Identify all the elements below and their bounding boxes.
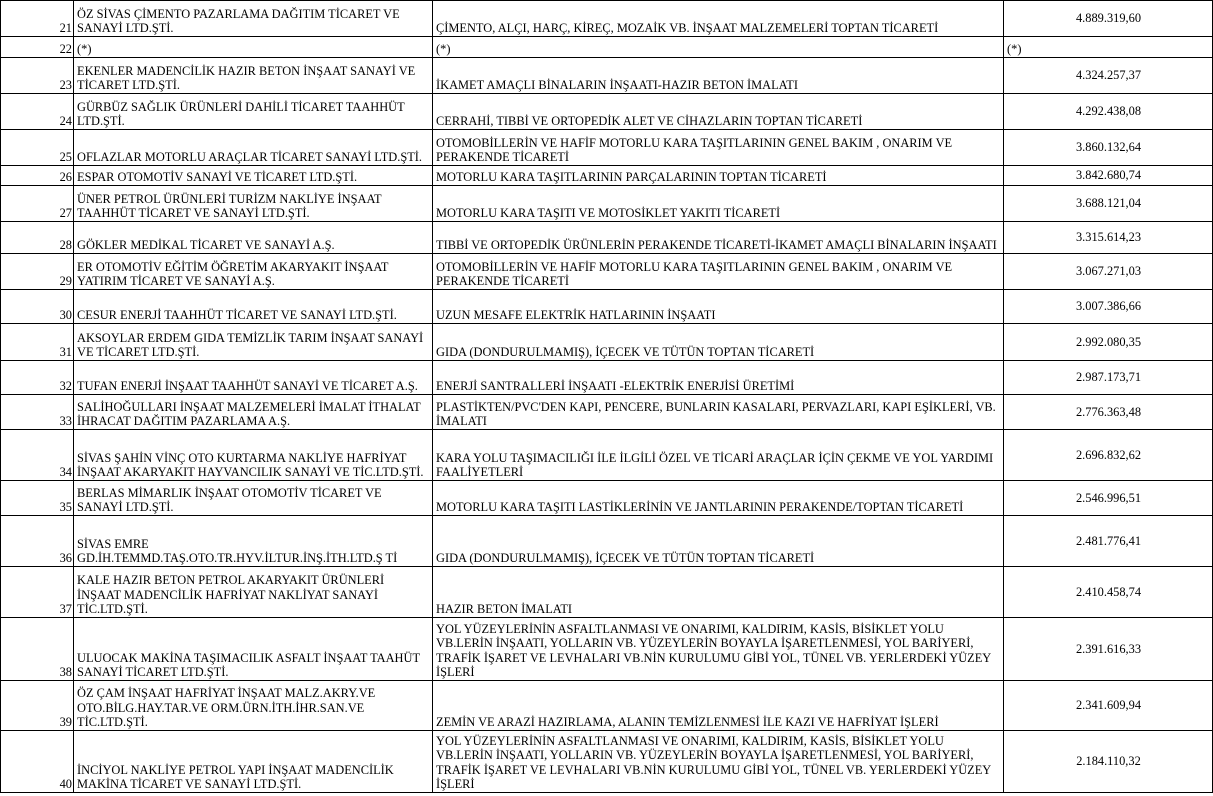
company-name: BERLAS MİMARLIK İNŞAAT OTOMOTİV TİCARET VE SANAYİ LTD.ŞTİ.	[74, 481, 433, 516]
amount: 2.776.363,48	[1004, 395, 1213, 430]
table-row	[1, 516, 1213, 567]
company-name: SİVAS ŞAHİN VİNÇ OTO KURTARMA NAKLİYE HAFRİYAT İNŞAAT AKARYAKIT HAYVANCILIK SANAYİ VE TİC.LTD.ŞTİ.	[74, 430, 433, 481]
amount: 4.324.257,37	[1004, 58, 1213, 94]
company-name: SİVAS EMRE GD.İH.TEMMD.TAŞ.OTO.TR.HYV.İLTUR.İNŞ.İTH.LTD.Ş Tİ	[74, 516, 433, 567]
row-number: 34	[1, 430, 74, 481]
table-row	[1, 290, 1213, 324]
company-name: ÖZ SİVAS ÇİMENTO PAZARLAMA DAĞITIM TİCARET VE SANAYİ LTD.ŞTİ.	[74, 1, 433, 37]
activity: TIBBİ VE ORTOPEDİK ÜRÜNLERİN PERAKENDE TİCARETİ-İKAMET AMAÇLI BİNALARIN İNŞAATI	[433, 222, 1004, 254]
company-name: ULUOCAK MAKİNA TAŞIMACILIK ASFALT İNŞAAT TAAHÜT SANAYİ TİCARET LTD.ŞTİ.	[74, 618, 433, 681]
amount: 3.067.271,03	[1004, 254, 1213, 290]
table-row	[1, 324, 1213, 361]
table-row	[1, 481, 1213, 516]
row-number: 32	[1, 361, 74, 395]
amount: 2.696.832,62	[1004, 430, 1213, 481]
activity: PLASTİKTEN/PVC'DEN KAPI, PENCERE, BUNLARIN KASALARI, PERVAZLARI, KAPI EŞİKLERİ, VB. İMALATI	[433, 395, 1004, 430]
amount: 2.546.996,51	[1004, 481, 1213, 516]
table-body	[1, 1, 1213, 793]
table-row	[1, 166, 1213, 186]
table-row	[1, 1, 1213, 37]
company-name: KALE HAZIR BETON PETROL AKARYAKIT ÜRÜNLERİ İNŞAAT MADENCİLİK HAFRİYAT NAKLİYAT SANAYİ TİC.LTD.ŞTİ.	[74, 567, 433, 618]
company-name: AKSOYLAR ERDEM GIDA TEMİZLİK TARIM İNŞAAT SANAYİ VE TİCARET LTD.ŞTİ.	[74, 324, 433, 361]
activity: OTOMOBİLLERİN VE HAFİF MOTORLU KARA TAŞITLARININ GENEL BAKIM , ONARIM VE PERAKENDE TİCARETİ	[433, 130, 1004, 166]
table-row	[1, 731, 1213, 793]
row-number: 26	[1, 166, 74, 186]
row-number: 21	[1, 1, 74, 37]
table-row	[1, 222, 1213, 254]
row-number: 39	[1, 681, 74, 731]
row-number: 30	[1, 290, 74, 324]
amount: 2.391.616,33	[1004, 618, 1213, 681]
amount: 2.410.458,74	[1004, 567, 1213, 618]
row-number: 35	[1, 481, 74, 516]
activity: GIDA (DONDURULMAMIŞ), İÇECEK VE TÜTÜN TOPTAN TİCARETİ	[433, 516, 1004, 567]
row-number: 27	[1, 186, 74, 222]
amount: 3.842.680,74	[1004, 166, 1213, 186]
amount: 2.184.110,32	[1004, 731, 1213, 793]
row-number: 22	[1, 37, 74, 58]
amount: 2.341.609,94	[1004, 681, 1213, 731]
company-name: TUFAN ENERJİ İNŞAAT TAAHHÜT SANAYİ VE TİCARET A.Ş.	[74, 361, 433, 395]
table-row	[1, 58, 1213, 94]
amount: 3.315.614,23	[1004, 222, 1213, 254]
table-row	[1, 430, 1213, 481]
row-number: 24	[1, 94, 74, 130]
activity: MOTORLU KARA TAŞITI VE MOTOSİKLET YAKITI TİCARETİ	[433, 186, 1004, 222]
row-number: 36	[1, 516, 74, 567]
activity: GIDA (DONDURULMAMIŞ), İÇECEK VE TÜTÜN TOPTAN TİCARETİ	[433, 324, 1004, 361]
row-number: 29	[1, 254, 74, 290]
table-row	[1, 186, 1213, 222]
company-name: (*)	[74, 37, 433, 58]
activity: YOL YÜZEYLERİNİN ASFALTLANMASI VE ONARIMI, KALDIRIM, KASİS, BİSİKLET YOLU VB.LERİN İNŞAATI, YOLLARIN VB. YÜZEYLERİN BOYAYLA İŞARETLENMESİ, YOL BARİYERİ, TRAFİK İŞARET VE LEVHALARI VB.NİN KURULUMU GİBİ YOL, TÜNEL VB. YERLERDEKİ YÜZEY İŞLERİ	[433, 618, 1004, 681]
amount: 2.992.080,35	[1004, 324, 1213, 361]
company-name: SALİHOĞULLARI İNŞAAT MALZEMELERİ İMALAT İTHALAT İHRACAT DAĞITIM PAZARLAMA A.Ş.	[74, 395, 433, 430]
activity: MOTORLU KARA TAŞITLARININ PARÇALARININ TOPTAN TİCARETİ	[433, 166, 1004, 186]
company-name: ER OTOMOTİV EĞİTİM ÖĞRETİM AKARYAKIT İNŞAAT YATIRIM TİCARET VE SANAYİ A.Ş.	[74, 254, 433, 290]
amount: 2.987.173,71	[1004, 361, 1213, 395]
table-row	[1, 395, 1213, 430]
row-number: 37	[1, 567, 74, 618]
company-name: CESUR ENERJİ TAAHHÜT TİCARET VE SANAYİ LTD.ŞTİ.	[74, 290, 433, 324]
row-number: 40	[1, 731, 74, 793]
company-name: ÜNER PETROL ÜRÜNLERİ TURİZM NAKLİYE İNŞAAT TAAHHÜT TİCARET VE SANAYİ LTD.ŞTİ.	[74, 186, 433, 222]
table-row	[1, 361, 1213, 395]
row-number: 31	[1, 324, 74, 361]
activity: ENERJİ SANTRALLERİ İNŞAATI -ELEKTRİK ENERJİSİ ÜRETİMİ	[433, 361, 1004, 395]
amount: (*)	[1004, 37, 1213, 58]
amount: 3.688.121,04	[1004, 186, 1213, 222]
table-row	[1, 681, 1213, 731]
company-name: GÖKLER MEDİKAL TİCARET VE SANAYİ A.Ş.	[74, 222, 433, 254]
company-name: İNCİYOL NAKLİYE PETROL YAPI İNŞAAT MADENCİLİK MAKİNA TİCARET VE SANAYİ LTD.ŞTİ.	[74, 731, 433, 793]
company-name: GÜRBÜZ SAĞLIK ÜRÜNLERİ DAHİLİ TİCARET TAAHHÜT LTD.ŞTİ.	[74, 94, 433, 130]
activity: CERRAHİ, TIBBİ VE ORTOPEDİK ALET VE CİHAZLARIN TOPTAN TİCARETİ	[433, 94, 1004, 130]
company-name: ÖZ ÇAM İNŞAAT HAFRİYAT İNŞAAT MALZ.AKRY.VE OTO.BİLG.HAY.TAR.VE ORM.ÜRN.İTH.İHR.SAN.VE TİC.LTD.ŞTİ.	[74, 681, 433, 731]
row-number: 25	[1, 130, 74, 166]
row-number: 23	[1, 58, 74, 94]
table-row	[1, 254, 1213, 290]
activity: MOTORLU KARA TAŞITI LASTİKLERİNİN VE JANTLARININ PERAKENDE/TOPTAN TİCARETİ	[433, 481, 1004, 516]
row-number: 38	[1, 618, 74, 681]
activity: KARA YOLU TAŞIMACILIĞI İLE İLGİLİ ÖZEL VE TİCARİ ARAÇLAR İÇİN ÇEKME VE YOL YARDIMI FAALİYETLERİ	[433, 430, 1004, 481]
company-name: OFLAZLAR MOTORLU ARAÇLAR TİCARET SANAYİ LTD.ŞTİ.	[74, 130, 433, 166]
activity: HAZIR BETON İMALATI	[433, 567, 1004, 618]
table-row	[1, 618, 1213, 681]
company-name: EKENLER MADENCİLİK HAZIR BETON İNŞAAT SANAYİ VE TİCARET LTD.ŞTİ.	[74, 58, 433, 94]
amount: 3.007.386,66	[1004, 290, 1213, 324]
activity: OTOMOBİLLERİN VE HAFİF MOTORLU KARA TAŞITLARININ GENEL BAKIM , ONARIM VE PERAKENDE TİCARETİ	[433, 254, 1004, 290]
activity: UZUN MESAFE ELEKTRİK HATLARININ İNŞAATI	[433, 290, 1004, 324]
activity: YOL YÜZEYLERİNİN ASFALTLANMASI VE ONARIMI, KALDIRIM, KASİS, BİSİKLET YOLU VB.LERİN İNŞAATI, YOLLARIN VB. YÜZEYLERİN BOYAYLA İŞARETLENMESİ, YOL BARİYERİ, TRAFİK İŞARET VE LEVHALARI VB.NİN KURULUMU GİBİ YOL, TÜNEL VB. YERLERDEKİ YÜZEY İŞLERİ	[433, 731, 1004, 793]
row-number: 28	[1, 222, 74, 254]
table-row	[1, 37, 1213, 58]
amount: 4.889.319,60	[1004, 1, 1213, 37]
activity: ZEMİN VE ARAZİ HAZIRLAMA, ALANIN TEMİZLENMESİ İLE KAZI VE HAFRİYAT İŞLERİ	[433, 681, 1004, 731]
amount: 2.481.776,41	[1004, 516, 1213, 567]
table-row	[1, 130, 1213, 166]
table-row	[1, 567, 1213, 618]
company-name: ESPAR OTOMOTİV SANAYİ VE TİCARET LTD.ŞTİ.	[74, 166, 433, 186]
amount: 4.292.438,08	[1004, 94, 1213, 130]
activity: (*)	[433, 37, 1004, 58]
activity: İKAMET AMAÇLI BİNALARIN İNŞAATI-HAZIR BETON İMALATI	[433, 58, 1004, 94]
table-row	[1, 94, 1213, 130]
row-number: 33	[1, 395, 74, 430]
amount: 3.860.132,64	[1004, 130, 1213, 166]
activity: ÇİMENTO, ALÇI, HARÇ, KİREÇ, MOZAİK VB. İNŞAAT MALZEMELERİ TOPTAN TİCARETİ	[433, 1, 1004, 37]
